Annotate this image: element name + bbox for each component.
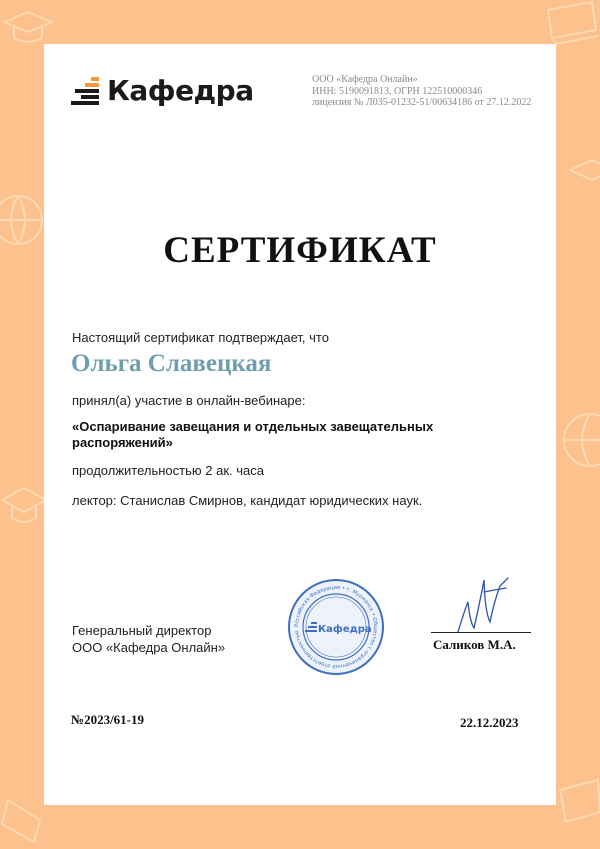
director-company: ООО «Кафедра Онлайн» xyxy=(72,640,226,655)
company-registration: ИНН: 5190091813, ОГРН 122510000346 xyxy=(312,85,483,97)
recipient-name: Ольга Славецкая xyxy=(71,350,272,377)
company-name: ООО «Кафедра Онлайн» xyxy=(312,74,418,85)
course-title: «Оспаривание завещания и отдельных завещательных распоряжений» xyxy=(72,419,434,450)
participation-text: принял(а) участие в онлайн-вебинаре: xyxy=(72,393,306,408)
graduation-cap-icon xyxy=(4,12,52,42)
certificate-number: №2023/61-19 xyxy=(71,712,145,727)
lecturer-text: лектор: Станислав Смирнов, кандидат юридических наук. xyxy=(72,493,423,508)
book-icon xyxy=(548,2,598,44)
globe-icon xyxy=(0,196,42,244)
speed-lines-k-icon xyxy=(71,73,105,107)
signature-line xyxy=(431,632,531,633)
director-title: Генеральный директор xyxy=(72,623,212,638)
intro-text: Настоящий сертификат подтверждает, что xyxy=(72,330,329,345)
globe-icon xyxy=(564,414,600,466)
handwritten-signature xyxy=(454,572,514,638)
signer-name: Саликов М.А. xyxy=(433,637,516,652)
brand-name: Кафедра xyxy=(107,73,254,107)
brand-logo xyxy=(71,73,254,107)
company-info xyxy=(312,74,531,109)
director-position xyxy=(72,622,225,656)
graduation-cap-icon xyxy=(2,488,46,522)
stamp-brand-text: Кафедра xyxy=(318,624,372,635)
book-icon xyxy=(560,780,600,822)
company-stamp xyxy=(287,578,385,676)
certificate-date: 22.12.2023 xyxy=(460,715,519,730)
pencil-icon xyxy=(2,800,40,842)
stamp-ring-text: Российская Федерация • г. Мурманск • Общество с ограниченной ответственностью xyxy=(293,584,379,670)
graduation-cap-icon xyxy=(570,160,600,180)
duration-text: продолжительностью 2 ак. часа xyxy=(72,463,264,478)
company-license: лицензия № Л035-01232-51/00634186 от 27.12.2022 xyxy=(312,97,532,108)
certificate-sheet xyxy=(44,44,556,805)
certificate-title: СЕРТИФИКАТ xyxy=(163,230,437,271)
